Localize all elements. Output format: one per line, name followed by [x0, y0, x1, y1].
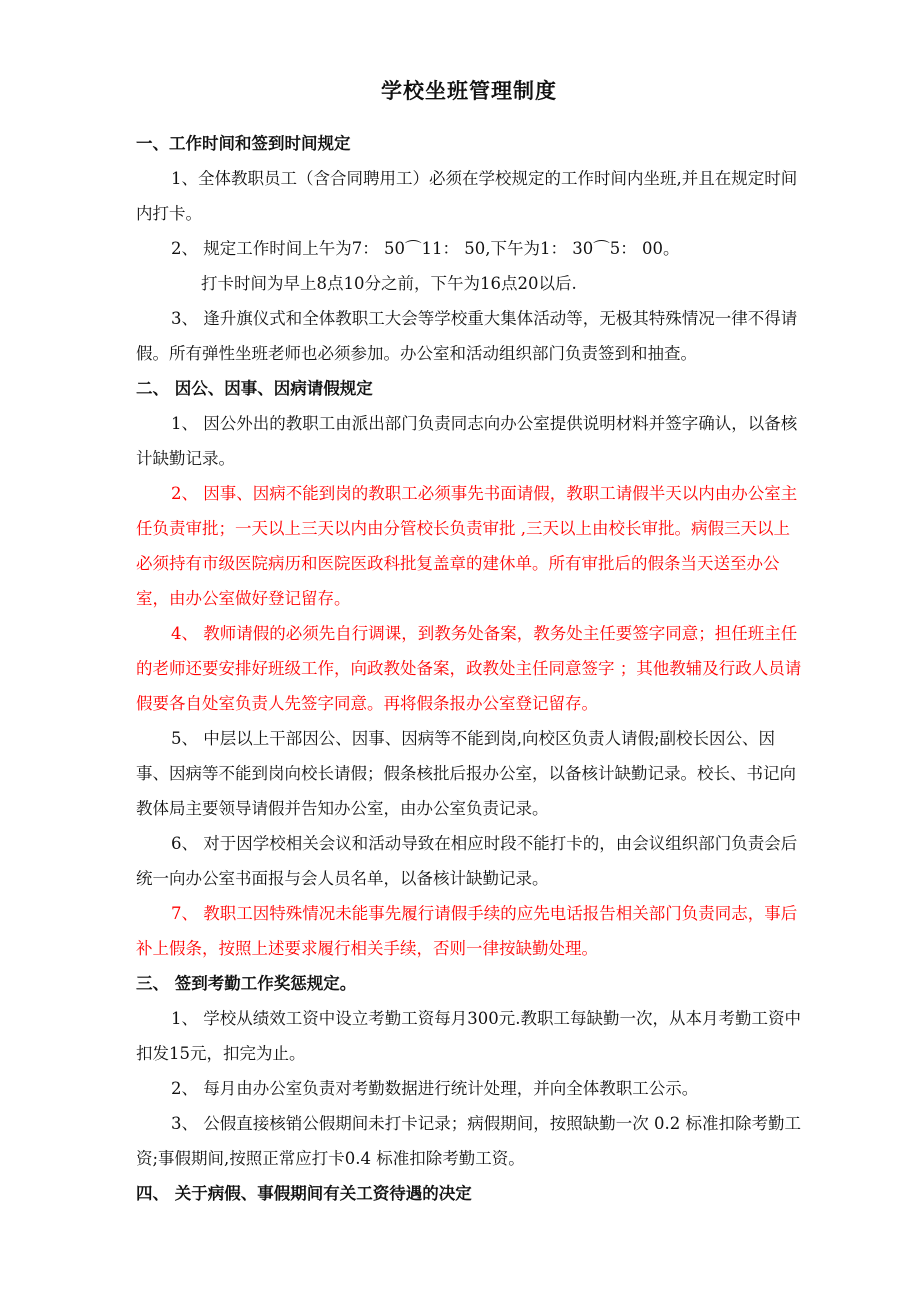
- paragraph: 5、 中层以上干部因公、因事、因病等不能到岗,向校区负责人请假;副校长因公、因事、因病等不能到岗向校长请假；假条核批后报办公室，以备核计缺勤记录。校长、书记向教体局主要领导请假并告知办公室，由办公室负责记录。: [136, 729, 796, 818]
- section-4: [136, 1176, 802, 1211]
- section-heading: 四、 关于病假、事假期间有关工资待遇的决定: [136, 1184, 472, 1203]
- paragraph-highlighted: 2、 因事、因病不能到岗的教职工必须事先书面请假，教职工请假半天以内由办公室主任负责审批；一天以上三天以内由分管校长负责审批 ,三天以上由校长审批。病假三天以上必须持有市级医院病历和医院医政科批复盖章的建休单。所有审批后的假条当天送至办公室，由办公室做好登记留存。: [136, 484, 798, 608]
- section-heading: 一、工作时间和签到时间规定: [136, 134, 351, 153]
- paragraph: 2、 每月由办公室负责对考勤数据进行统计处理，并向全体教职工公示。: [171, 1079, 699, 1098]
- section-1: [136, 126, 802, 371]
- document-title: 学校坐班管理制度: [381, 79, 557, 103]
- section-heading: 三、 签到考勤工作奖惩规定。: [136, 974, 357, 993]
- paragraph: 6、 对于因学校相关会议和活动导致在相应时段不能打卡的，由会议组织部门负责会后统一向办公室书面报与会人员名单，以备核计缺勤记录。: [136, 834, 798, 888]
- paragraph-highlighted: 4、 教师请假的必须先自行调课，到教务处备案，教务处主任要签字同意；担任班主任的老师还要安排好班级工作，向政教处备案，政教处主任同意签字 ；其他教辅及行政人员请假要各自处室负责人先签字同意。再将假条报办公室登记留存。: [136, 624, 802, 713]
- paragraph: 2、 规定工作时间上午为7： 50⌒11： 50,下午为1： 30⌒5： 00。: [171, 239, 680, 258]
- paragraph-highlighted: 7、 教职工因特殊情况未能事先履行请假手续的应先电话报告相关部门负责同志，事后补上假条，按照上述要求履行相关手续，否则一律按缺勤处理。: [136, 904, 798, 958]
- section-heading: 二、 因公、因事、因病请假规定: [136, 379, 373, 398]
- paragraph: 3、 公假直接核销公假期间未打卡记录；病假期间，按照缺勤一次 0.2 标准扣除考勤工资;事假期间,按照正常应打卡0.4 标准扣除考勤工资。: [136, 1114, 801, 1168]
- paragraph: 1、 因公外出的教职工由派出部门负责同志向办公室提供说明材料并签字确认，以备核计缺勤记录。: [136, 414, 798, 468]
- paragraph: 1、全体教职员工（含合同聘用工）必须在学校规定的工作时间内坐班,并且在规定时间内打卡。: [136, 169, 798, 223]
- paragraph: 1、 学校从绩效工资中设立考勤工资每月300元.教职工每缺勤一次，从本月考勤工资中扣发15元，扣完为止。: [136, 1009, 801, 1063]
- section-2: [136, 371, 802, 966]
- paragraph: 打卡时间为早上8点10分之前，下午为16点20以后.: [201, 274, 577, 293]
- paragraph: 3、 逢升旗仪式和全体教职工大会等学校重大集体活动等，无极其特殊情况一律不得请假。所有弹性坐班老师也必须参加。办公室和活动组织部门负责签到和抽查。: [136, 309, 798, 363]
- section-3: [136, 966, 802, 1176]
